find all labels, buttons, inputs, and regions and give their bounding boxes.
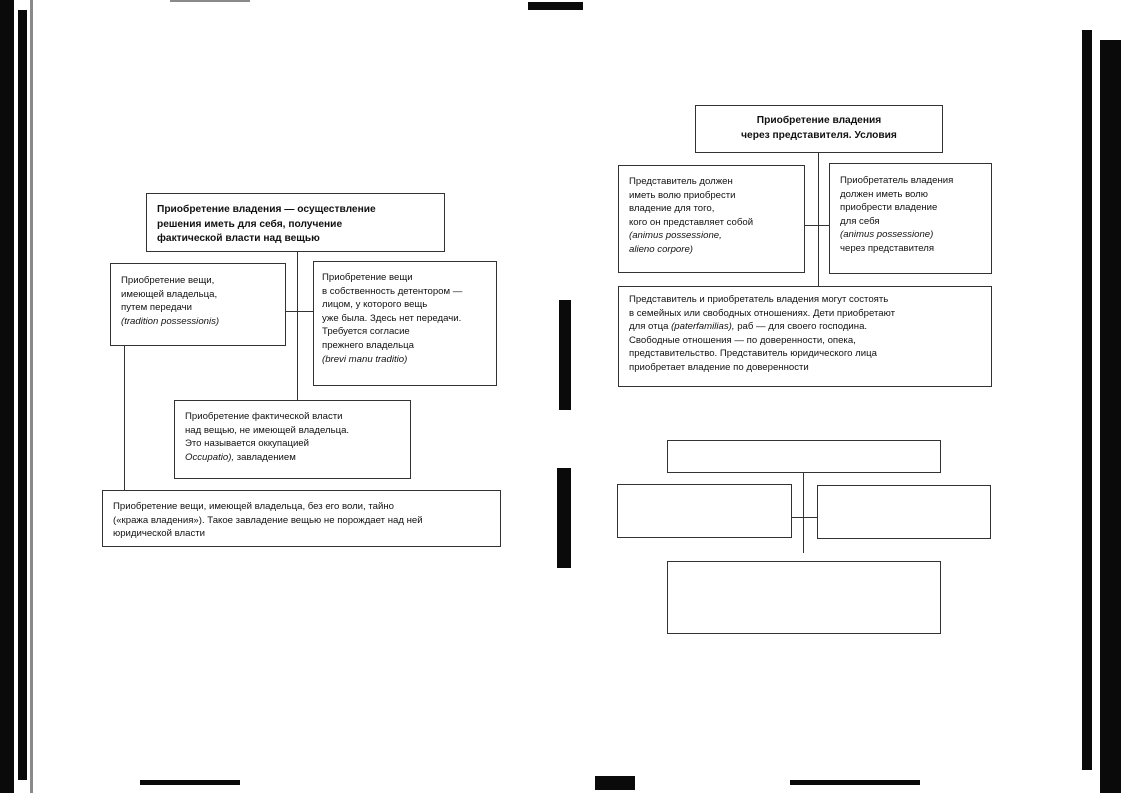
scan-edge-right-strip [1082,30,1092,770]
left-box-tradition [110,263,286,346]
left-box-tradition-latin: (tradition possessionis) [121,315,220,327]
right-box-acquirer-text: Приобретатель владения должен иметь волю приобрести владение для себя [840,175,954,227]
right-empty-connector-down [803,473,804,553]
left-box-occupatio [174,400,411,479]
left-box-brevi-manu [313,261,497,386]
right-box-relations [618,286,992,387]
scan-spine-mark-1 [559,300,571,410]
left-box-brevi-manu-latin: (brevi manu traditio) [322,353,408,365]
left-box-theft: Приобретение вещи, имеющей владельца, без его воли, тайно («кража владения»). Такое завладение вещью не порождает над ней юридической власти [102,490,501,547]
scan-edge-left-gray [30,0,33,793]
right-box-acquirer-latin: (animus possessione) [840,229,934,241]
right-empty-connector-branch [791,517,817,518]
left-box-brevi-manu-text: Приобретение вещи в собственность детентором — лицом, у которого вещь уже была. Здесь нет передачи. Требуется согласие прежнего владельца [322,272,463,351]
left-connector-main-down [297,252,298,400]
right-box-representative-text: Представитель должен иметь волю приобрести владение для того, кого он представляет собой [629,176,754,228]
scan-bottom-mark-1 [140,780,240,785]
scan-spine-mark-2 [557,468,571,568]
right-empty-right-box [817,485,991,539]
scan-bottom-mark-3 [790,780,920,785]
left-box-occupatio-text: Приобретение фактической власти над вещью, не имеющей владельца. Это называется оккупацией [185,411,350,450]
scan-edge-right [1100,40,1121,793]
scan-bottom-mark-2 [595,776,635,790]
left-connector-branch [286,311,313,312]
left-main-box: Приобретение владения — осуществление решения иметь для себя, получение фактической власти над вещью [146,193,445,252]
right-connector-main-down [818,153,819,286]
left-box-occupatio-latin: Occupatio), [185,451,235,463]
right-empty-top-box [667,440,941,473]
right-box-relations-text-2: раб — для своего господина. Свободные отношения — по доверенности, опека, представительство. Представитель юридического лица приобретает владение по доверенности [629,321,877,373]
right-box-acquirer-tail: через представителя [840,242,935,254]
scan-edge-left-strip [18,10,27,780]
left-box-tradition-text: Приобретение вещи, имеющей владельца, путем передачи [121,275,218,314]
scan-top-line-left [170,0,250,2]
left-connector-a-down [124,346,125,490]
right-main-box: Приобретение владения через представителя. Условия [695,105,943,153]
right-connector-branch [805,225,829,226]
left-box-occupatio-tail: завладением [234,451,296,463]
right-box-acquirer [829,163,992,274]
scan-edge-left [0,0,14,793]
right-box-relations-text-1: Представитель и приобретатель владения могут состоять в семейных или свободных отношениях. Дети приобретают для отца [629,294,895,333]
right-empty-left-box [617,484,792,538]
right-empty-bottom-box [667,561,941,634]
right-box-representative-latin: (animus possessione, alieno corpore) [629,230,722,255]
scan-top-mark [528,2,583,10]
right-box-relations-latin: (paterfamilias), [671,321,735,333]
right-box-representative [618,165,805,273]
